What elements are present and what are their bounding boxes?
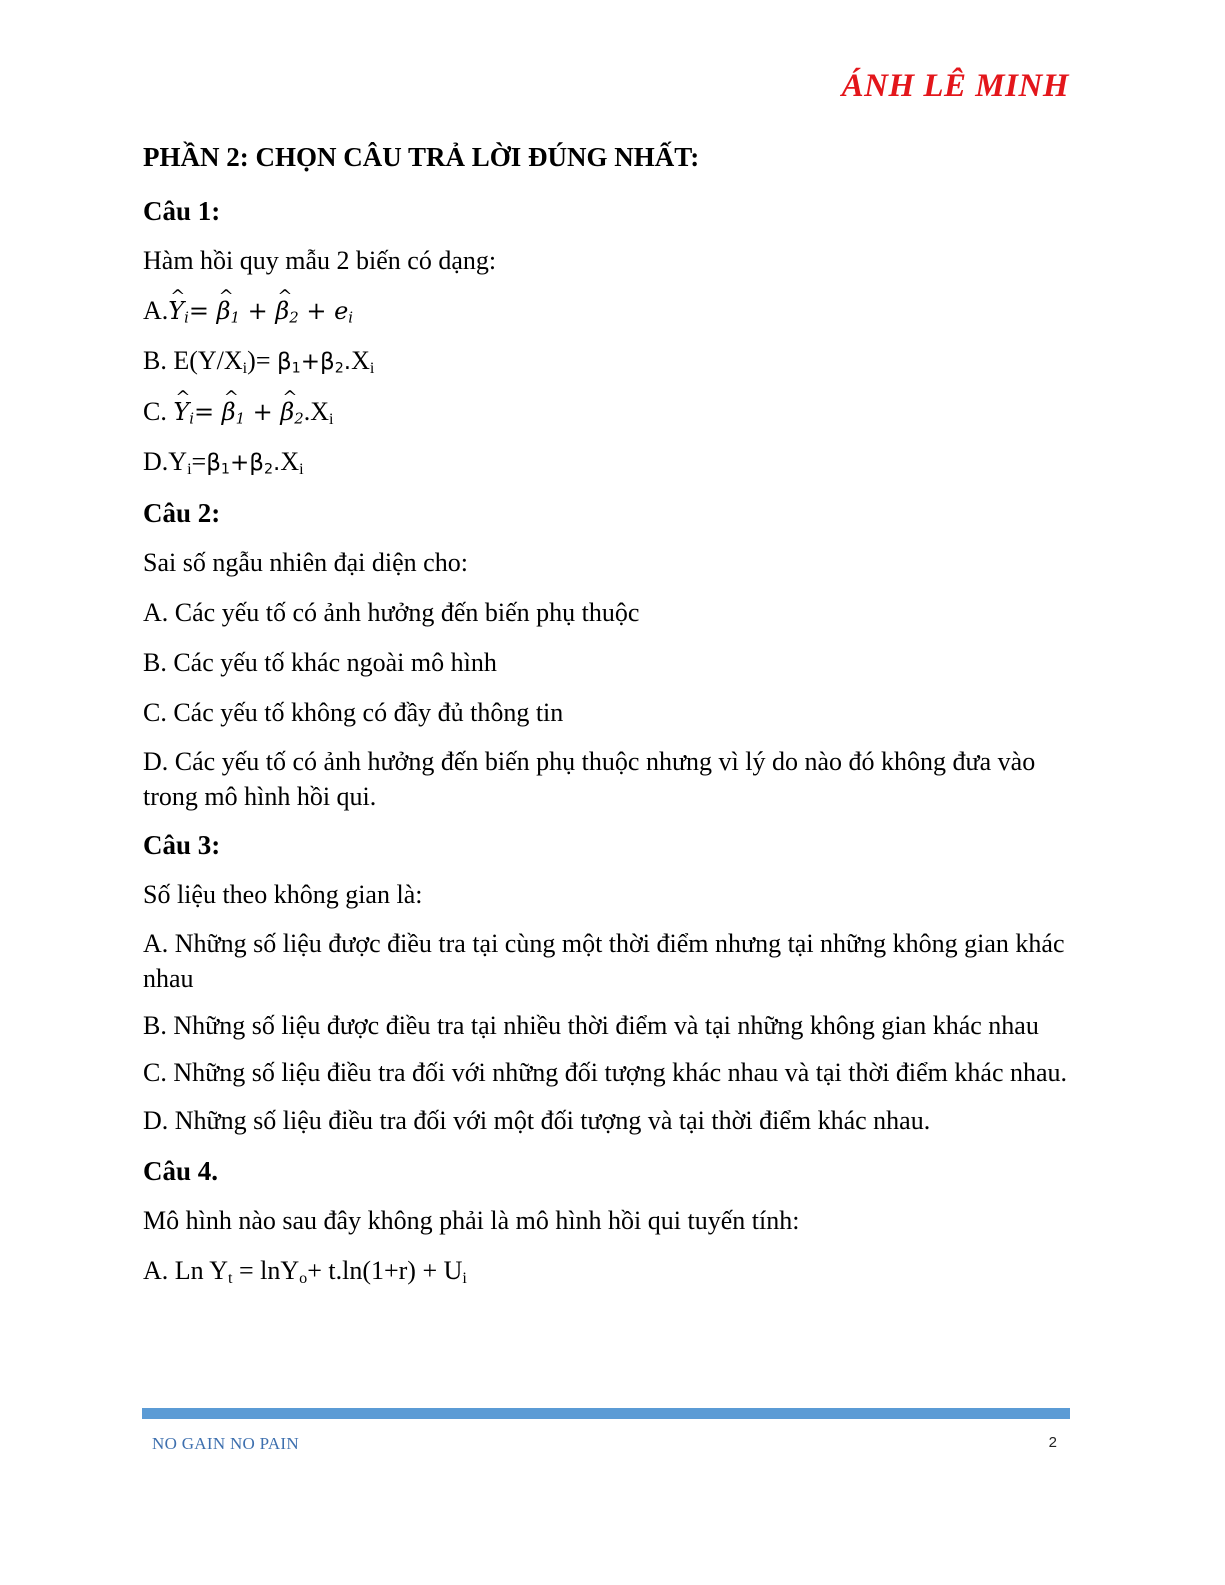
option-a-start: A. Ln Y bbox=[143, 1256, 228, 1285]
option-a-label: A. bbox=[143, 296, 169, 325]
page-number: 2 bbox=[1048, 1434, 1057, 1451]
question-2-option-c: C. Các yếu tố không có đầy đủ thông tin bbox=[143, 698, 564, 727]
formula-d: $\beta_1+\beta_2$. bbox=[206, 450, 281, 478]
question-2-option-a: A. Các yếu tố có ảnh hưởng đến biến phụ thuộc bbox=[143, 598, 640, 627]
question-3-option-c: C. Những số liệu điều tra đối với những đối tượng khác nhau và tại thời điểm khác nhau. bbox=[143, 1058, 1068, 1087]
question-4-heading: Câu 4. bbox=[143, 1156, 219, 1186]
page-content bbox=[143, 138, 1083, 1302]
question-1-option-d: $D.Y_i=\beta_1+\beta_2.X_i$ bbox=[143, 447, 304, 479]
question-3-heading: Câu 3: bbox=[143, 830, 221, 860]
question-4-prompt: Mô hình nào sau đây không phải là mô hình hồi qui tuyến tính: bbox=[143, 1206, 800, 1235]
footer-motto: NO GAIN NO PAIN bbox=[152, 1434, 299, 1453]
question-2-option-b: B. Các yếu tố khác ngoài mô hình bbox=[143, 648, 497, 677]
author-header: ÁNH LÊ MINH bbox=[841, 68, 1069, 104]
question-1-heading: Câu 1: bbox=[143, 196, 221, 226]
question-1-option-a bbox=[143, 292, 1083, 330]
option-b-label: B. E(Y/X bbox=[143, 346, 243, 375]
formula-c: ^ $Y_i=$ ^ $\beta_1$ + ^ $\beta_2$ bbox=[173, 398, 303, 426]
question-3-option-a: A. Những số liệu được điều tra tại cùng một thời điểm nhưng tại những không gian khác nhau bbox=[143, 929, 1065, 993]
question-3-option-d: D. Những số liệu điều tra đối với một đối tượng và tại thời điểm khác nhau. bbox=[143, 1106, 931, 1135]
footer-divider bbox=[142, 1408, 1070, 1419]
question-3-prompt: Số liệu theo không gian là: bbox=[143, 880, 423, 909]
section-title: PHẦN 2: CHỌN CÂU TRẢ LỜI ĐÚNG NHẤT: bbox=[143, 142, 700, 172]
question-1-prompt: Hàm hồi quy mẫu 2 biến có dạng: bbox=[143, 246, 497, 275]
question-2-prompt: Sai số ngẫu nhiên đại diện cho: bbox=[143, 548, 468, 577]
formula-b: $\beta_1+\beta_2$. bbox=[276, 349, 352, 377]
option-d-label: D.Y bbox=[143, 447, 188, 476]
question-2-option-d: D. Các yếu tố có ảnh hưởng đến biến phụ thuộc nhưng vì lý do nào đó không đưa vào trong mô hình hồi qui. bbox=[143, 747, 1036, 811]
question-2-heading: Câu 2: bbox=[143, 498, 221, 528]
question-1-option-b: B. $E(Y/X_i)= \beta_1+\beta_2.X_i$ bbox=[143, 346, 375, 378]
option-a-end: + t.ln(1+r) + U bbox=[307, 1256, 463, 1285]
question-1-option-c: C. ^ $Y_i=$ ^ $\beta_1$ + ^ $\beta_2.X_i$ bbox=[143, 393, 1083, 431]
option-a-middle: = lnY bbox=[232, 1256, 300, 1285]
question-3-option-b: B. Những số liệu được điều tra tại nhiều thời điểm và tại những không gian khác nhau bbox=[143, 1011, 1039, 1040]
question-4-option-a: A. Ln $Y_t = \ln Y_o+ t.\ln(1+r) + U_i$ bbox=[143, 1256, 467, 1288]
formula-a: ^ $Y_i=$ ^ $\beta_1$ + ^ $\beta_2 + e_i$ bbox=[168, 297, 353, 325]
option-c-label: C. bbox=[143, 397, 174, 426]
